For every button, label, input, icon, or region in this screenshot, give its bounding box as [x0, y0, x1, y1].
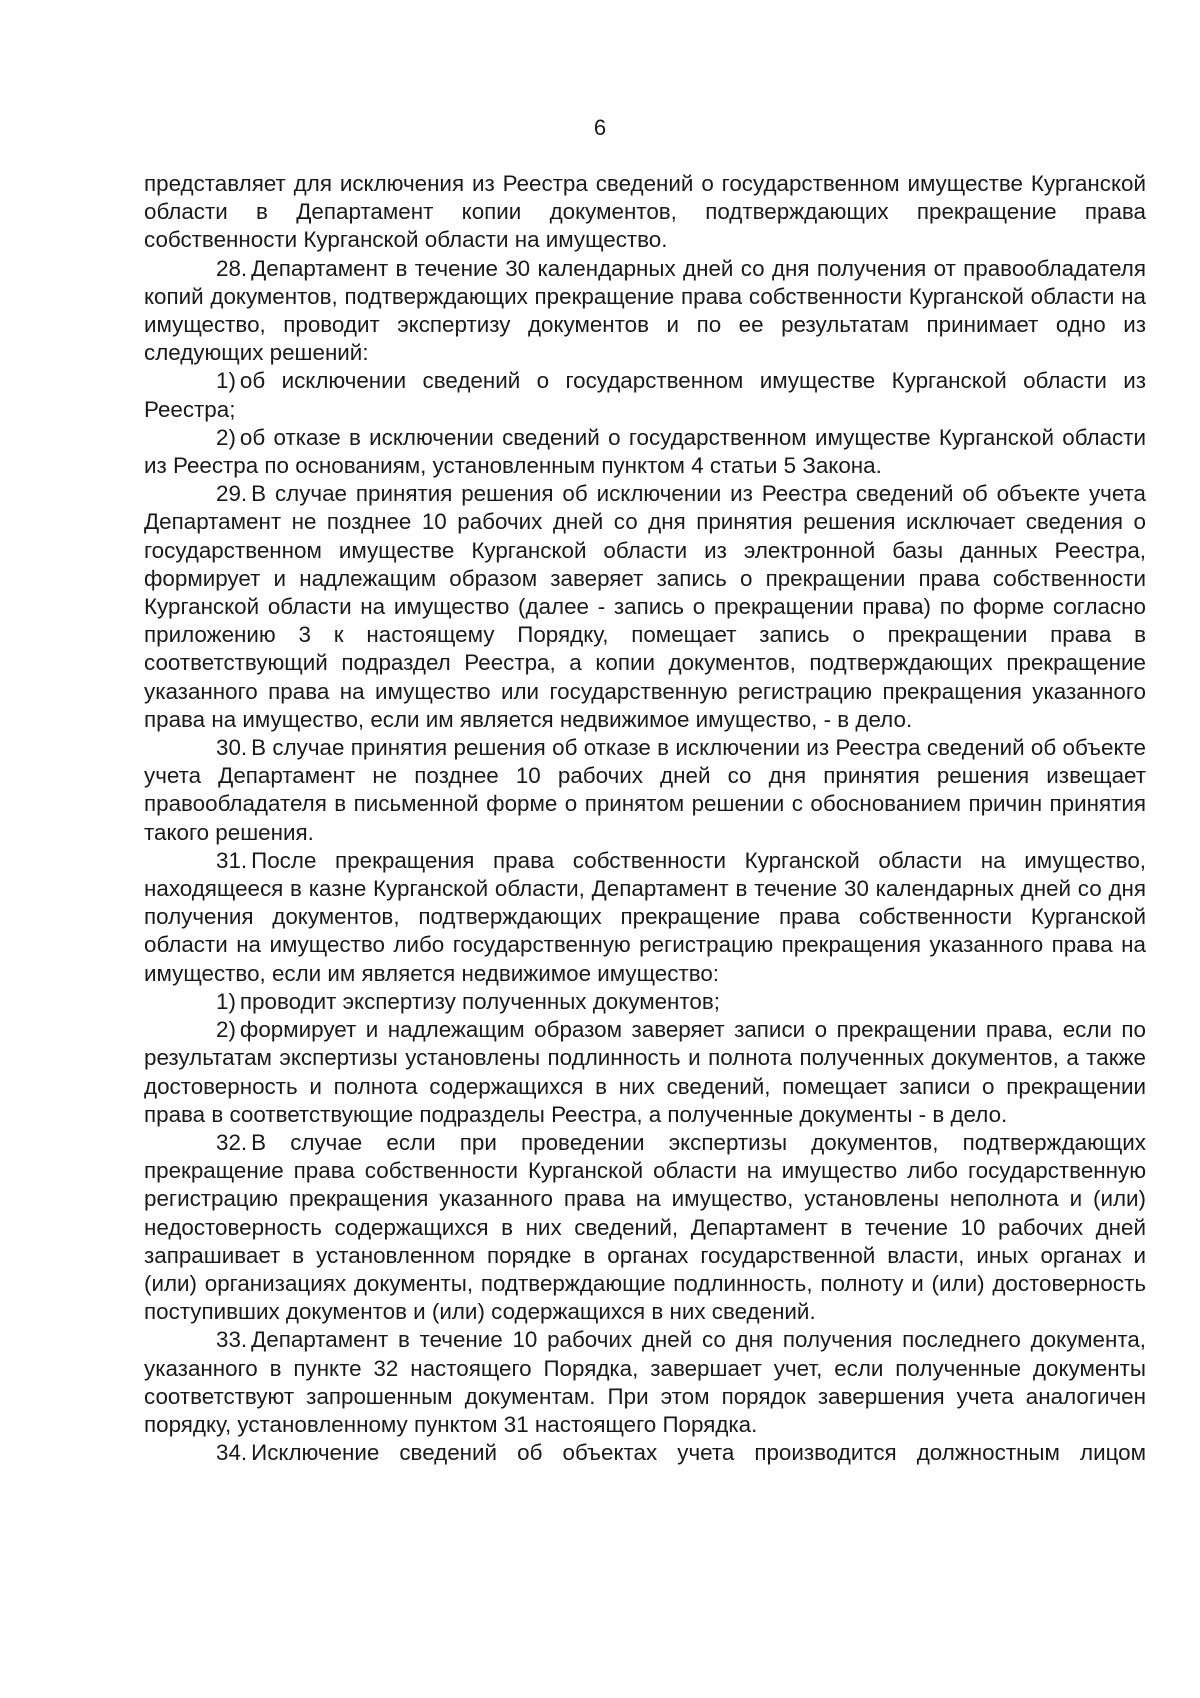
paragraph-text: Департамент в течение 30 календарных дней со дня получения от правообладателя копий документов, подтверждающих прекращение права собственности Курганской области на имущество, проводит экспертизу документов и по ее результатам принимает одно из следующих решений:: [144, 255, 1146, 366]
paragraph-text: представляет для исключения из Реестра сведений о государственном имуществе Курганской области в Департамент копии документов, подтверждающих прекращение права собственности Курганской области на имущество.: [144, 171, 1146, 253]
item-number: 2): [216, 424, 236, 450]
paragraph-number: 34.: [216, 1440, 248, 1466]
paragraph-text: Исключение сведений об объектах учета производится должностным лицом: [251, 1440, 1146, 1466]
paragraph-32: [144, 1129, 1146, 1326]
paragraph-text: Департамент в течение 10 рабочих дней со дня получения последнего документа, указанного в пункте 32 настоящего Порядка, завершает учет, если полученные документы соответствуют запрошенным документам. При этом порядок завершения учета аналогичен порядку, установленному пунктом 31 настоящего Порядка.: [144, 1327, 1146, 1437]
paragraph-continuation: [144, 170, 1146, 255]
paragraph-number: 30.: [216, 735, 248, 761]
paragraph-text: В случае если при проведении экспертизы документов, подтверждающих прекращение права собственности Курганской области на имущество либо государственную регистрацию прекращения указанного права на имущество, установлены неполнота и (или) недостоверность содержащихся в них сведений, Департамент в течение 10 рабочих дней запрашивает в установленном порядке в органах государственной власти, иных органах и (или) организациях документы, подтверждающие подлинность, полноту и (или) достоверность поступивших документов и (или) содержащихся в них сведений.: [144, 1129, 1146, 1325]
paragraph-31: [144, 847, 1146, 988]
paragraph-31-item-2: [144, 1016, 1146, 1129]
paragraph-34: [144, 1439, 1146, 1467]
paragraph-text: об исключении сведений о государственном имуществе Курганской области из Реестра;: [144, 368, 1146, 422]
paragraph-28-item-2: [144, 424, 1146, 480]
paragraph-number: 32.: [216, 1129, 248, 1155]
paragraph-28: [144, 255, 1146, 368]
item-number: 1): [216, 368, 236, 394]
paragraph-number: 28.: [216, 255, 248, 281]
paragraph-text: проводит экспертизу полученных документов;: [239, 988, 720, 1014]
paragraph-29: [144, 480, 1146, 734]
page-number: 6: [593, 115, 607, 140]
paragraph-number: 29.: [216, 481, 248, 507]
paragraph-31-item-1: [144, 988, 1146, 1016]
paragraph-33: [144, 1326, 1146, 1439]
paragraph-text: После прекращения права собственности Курганской области на имущество, находящееся в казне Курганской области, Департамент в течение 30 календарных дней со дня получения документов, подтверждающих прекращение права собственности Курганской области на имущество либо государственную регистрацию прекращения указанного права на имущество, если им является недвижимое имущество:: [144, 847, 1146, 986]
paragraph-number: 31.: [216, 847, 248, 873]
item-number: 1): [216, 988, 236, 1014]
paragraph-28-item-1: [144, 367, 1146, 423]
paragraph-text: В случае принятия решения об исключении из Реестра сведений об объекте учета Департамент не позднее 10 рабочих дней со дня принятия решения исключает сведения о государственном имуществе Курганской области из электронной базы данных Реестра, формирует и надлежащим образом заверяет запись о прекращении права собственности Курганской области на имущество (далее - запись о прекращении права) по форме согласно приложению 3 к настоящему Порядку, помещает запись о прекращении права в соответствующий подраздел Реестра, а копии документов, подтверждающих прекращение указанного права на имущество или государственную регистрацию прекращения указанного права на имущество, если им является недвижимое имущество, - в дело.: [144, 481, 1146, 732]
paragraph-text: формирует и надлежащим образом заверяет записи о прекращении права, если по результатам экспертизы установлены подлинность и полнота полученных документов, а также достоверность и полнота содержащихся в них сведений, помещает записи о прекращении права в соответствующие подразделы Реестра, а полученные документы - в дело.: [144, 1017, 1146, 1127]
paragraph-text: В случае принятия решения об отказе в исключении из Реестра сведений об объекте учета Департамент не позднее 10 рабочих дней со дня принятия решения извещает правообладателя в письменной форме о принятом решении с обоснованием причин принятия такого решения.: [144, 735, 1146, 845]
paragraph-30: [144, 734, 1146, 847]
document-body: [144, 170, 1146, 1467]
item-number: 2): [216, 1017, 236, 1043]
paragraph-text: об отказе в исключении сведений о государственном имуществе Курганской области из Реестра по основаниям, установленным пунктом 4 статьи 5 Закона.: [144, 424, 1146, 479]
paragraph-number: 33.: [216, 1327, 248, 1353]
